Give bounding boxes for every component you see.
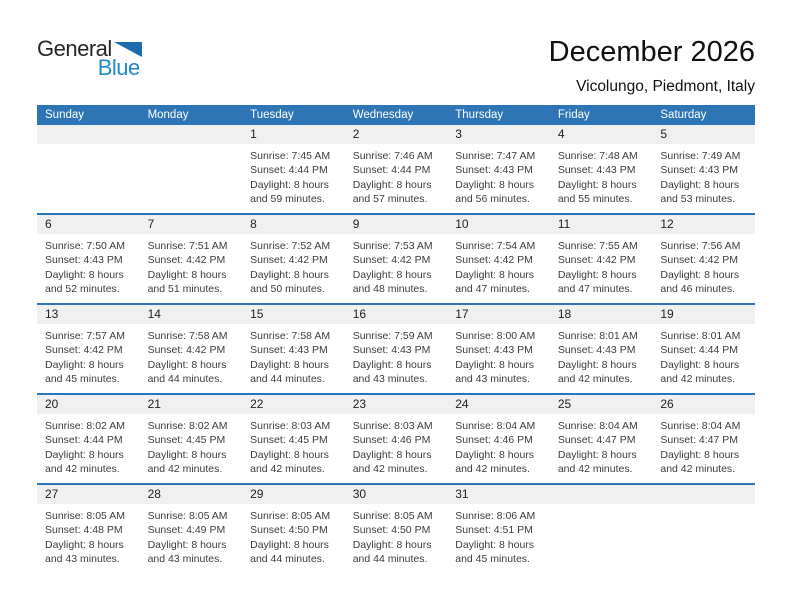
day-number: 18 — [550, 305, 653, 324]
day-detail-line: Sunset: 4:43 PM — [455, 164, 533, 177]
day-detail-line: Sunset: 4:50 PM — [352, 524, 431, 537]
day-details — [447, 324, 550, 386]
day-details — [447, 504, 550, 566]
day-cell-19 — [652, 304, 755, 394]
day-detail-line: Sunrise: 7:51 AM — [147, 240, 228, 252]
day-cell-31 — [447, 484, 550, 573]
day-number: 31 — [447, 485, 550, 504]
day-cell-18 — [550, 304, 653, 394]
day-cell-9 — [345, 214, 448, 304]
day-cell-empty — [37, 125, 140, 214]
week-row — [37, 484, 755, 573]
day-detail-line: Daylight: 8 hours — [45, 358, 124, 371]
day-details — [652, 144, 755, 206]
day-detail-line: Sunrise: 7:48 AM — [557, 150, 638, 162]
day-detail-line: Sunrise: 7:45 AM — [250, 150, 331, 162]
day-cell-27 — [37, 484, 140, 573]
day-number: 17 — [447, 305, 550, 324]
day-detail-line: Daylight: 8 hours — [455, 538, 535, 551]
day-number: 8 — [242, 215, 345, 234]
day-detail-line: Sunrise: 8:04 AM — [455, 420, 536, 432]
day-cell-10 — [447, 214, 550, 304]
day-details — [345, 144, 448, 206]
day-cell-29 — [242, 484, 345, 573]
day-detail-line: and 42 minutes. — [557, 372, 633, 385]
day-detail-line: Daylight: 8 hours — [45, 268, 124, 281]
day-details — [550, 234, 653, 296]
day-detail-line: and 42 minutes. — [455, 462, 530, 475]
day-number: 9 — [345, 215, 448, 234]
day-detail-line: Daylight: 8 hours — [250, 358, 329, 371]
day-detail-line: Daylight: 8 hours — [660, 178, 740, 191]
day-detail-line: Sunrise: 8:00 AM — [455, 330, 536, 342]
day-cell-13 — [37, 304, 140, 394]
day-cell-empty — [652, 484, 755, 573]
day-number: 30 — [345, 485, 448, 504]
day-detail-line: and 50 minutes. — [250, 282, 325, 295]
day-details — [140, 234, 243, 296]
day-detail-line: and 55 minutes. — [557, 192, 633, 205]
day-detail-line: and 59 minutes. — [250, 192, 325, 205]
day-detail-line: Daylight: 8 hours — [352, 268, 432, 281]
day-detail-line: Daylight: 8 hours — [147, 358, 227, 371]
day-detail-line: Sunrise: 8:01 AM — [557, 330, 638, 342]
day-details — [242, 504, 345, 566]
day-detail-line: Daylight: 8 hours — [455, 358, 535, 371]
day-number: 27 — [37, 485, 140, 504]
day-number: 29 — [242, 485, 345, 504]
day-cell-11 — [550, 214, 653, 304]
week-row — [37, 394, 755, 484]
day-detail-line: and 42 minutes. — [250, 462, 325, 475]
day-detail-line: Sunrise: 7:58 AM — [250, 330, 331, 342]
day-number: 25 — [550, 395, 653, 414]
day-cell-30 — [345, 484, 448, 573]
day-details — [652, 504, 755, 509]
day-cell-28 — [140, 484, 243, 573]
day-detail-line: and 56 minutes. — [455, 192, 530, 205]
day-detail-line: Sunset: 4:44 PM — [660, 344, 739, 357]
day-details — [652, 324, 755, 386]
day-detail-line: Sunset: 4:43 PM — [352, 344, 431, 357]
day-detail-line: Sunset: 4:44 PM — [45, 434, 123, 447]
day-number: 5 — [652, 125, 755, 144]
weekday-header-sunday: Sunday — [37, 105, 140, 125]
day-detail-line: Daylight: 8 hours — [352, 178, 432, 191]
day-cell-20 — [37, 394, 140, 484]
day-detail-line: and 42 minutes. — [147, 462, 223, 475]
day-cell-5 — [652, 125, 755, 214]
day-details — [242, 234, 345, 296]
day-detail-line: Daylight: 8 hours — [455, 268, 535, 281]
day-cell-21 — [140, 394, 243, 484]
day-detail-line: and 57 minutes. — [352, 192, 428, 205]
day-detail-line: Sunset: 4:42 PM — [45, 344, 123, 357]
day-detail-line: Sunset: 4:49 PM — [147, 524, 226, 537]
day-detail-line: Sunrise: 7:47 AM — [455, 150, 536, 162]
day-detail-line: and 46 minutes. — [660, 282, 736, 295]
day-details — [140, 324, 243, 386]
day-detail-line: Sunrise: 7:52 AM — [250, 240, 331, 252]
day-number: 23 — [345, 395, 448, 414]
day-number: 13 — [37, 305, 140, 324]
day-detail-line: Sunrise: 8:04 AM — [660, 420, 741, 432]
day-cell-25 — [550, 394, 653, 484]
day-detail-line: Sunset: 4:42 PM — [250, 254, 328, 267]
day-detail-line: Daylight: 8 hours — [660, 268, 740, 281]
day-cell-22 — [242, 394, 345, 484]
day-details — [550, 414, 653, 476]
day-detail-line: Daylight: 8 hours — [455, 178, 535, 191]
day-details — [242, 414, 345, 476]
day-detail-line: and 44 minutes. — [352, 552, 428, 565]
day-details — [447, 414, 550, 476]
day-detail-line: Daylight: 8 hours — [352, 358, 432, 371]
day-detail-line: Daylight: 8 hours — [557, 178, 637, 191]
day-details — [37, 234, 140, 296]
day-number: 26 — [652, 395, 755, 414]
day-detail-line: Sunrise: 8:03 AM — [250, 420, 331, 432]
day-number: 10 — [447, 215, 550, 234]
day-detail-line: Daylight: 8 hours — [147, 268, 227, 281]
day-detail-line: and 52 minutes. — [45, 282, 120, 295]
day-detail-line: and 42 minutes. — [660, 372, 736, 385]
day-cell-23 — [345, 394, 448, 484]
day-details — [37, 504, 140, 566]
day-cell-8 — [242, 214, 345, 304]
logo-text-general: General — [37, 36, 112, 61]
day-detail-line: and 42 minutes. — [45, 462, 120, 475]
day-detail-line: Sunset: 4:43 PM — [557, 344, 636, 357]
day-number: 11 — [550, 215, 653, 234]
day-detail-line: Sunset: 4:43 PM — [250, 344, 328, 357]
day-detail-line: Sunrise: 7:57 AM — [45, 330, 125, 342]
day-cell-7 — [140, 214, 243, 304]
day-cell-24 — [447, 394, 550, 484]
day-cell-2 — [345, 125, 448, 214]
location-subtitle: Vicolungo, Piedmont, Italy — [576, 78, 755, 95]
day-detail-line: and 48 minutes. — [352, 282, 428, 295]
day-detail-line: Sunrise: 7:54 AM — [455, 240, 536, 252]
day-number — [37, 125, 140, 144]
day-detail-line: Sunset: 4:42 PM — [147, 344, 226, 357]
day-detail-line: Sunset: 4:44 PM — [352, 164, 431, 177]
day-detail-line: Daylight: 8 hours — [352, 448, 432, 461]
day-cell-14 — [140, 304, 243, 394]
day-details — [140, 414, 243, 476]
day-detail-line: Sunrise: 8:04 AM — [557, 420, 638, 432]
day-number: 1 — [242, 125, 345, 144]
day-cell-3 — [447, 125, 550, 214]
day-details — [345, 414, 448, 476]
day-detail-line: Daylight: 8 hours — [45, 448, 124, 461]
day-cell-26 — [652, 394, 755, 484]
day-number: 12 — [652, 215, 755, 234]
day-cell-empty — [140, 125, 243, 214]
day-detail-line: Sunrise: 7:46 AM — [352, 150, 433, 162]
day-detail-line: Sunset: 4:50 PM — [250, 524, 328, 537]
weekday-header-wednesday: Wednesday — [345, 105, 448, 125]
day-number: 7 — [140, 215, 243, 234]
day-number: 28 — [140, 485, 243, 504]
day-detail-line: Sunset: 4:42 PM — [660, 254, 739, 267]
day-detail-line: Sunset: 4:46 PM — [455, 434, 533, 447]
day-details — [37, 324, 140, 386]
day-detail-line: Daylight: 8 hours — [557, 448, 637, 461]
day-details — [550, 504, 653, 509]
day-details — [140, 504, 243, 566]
calendar-table — [37, 105, 755, 573]
day-detail-line: Daylight: 8 hours — [660, 448, 740, 461]
day-detail-line: and 44 minutes. — [147, 372, 223, 385]
day-details — [345, 504, 448, 566]
day-detail-line: Sunrise: 7:58 AM — [147, 330, 228, 342]
weekday-header-monday: Monday — [140, 105, 243, 125]
day-number — [652, 485, 755, 504]
day-detail-line: Sunset: 4:43 PM — [557, 164, 636, 177]
weekday-header-thursday: Thursday — [447, 105, 550, 125]
day-detail-line: Sunset: 4:51 PM — [455, 524, 533, 537]
day-number: 16 — [345, 305, 448, 324]
day-detail-line: and 43 minutes. — [455, 372, 530, 385]
day-detail-line: Sunrise: 8:05 AM — [147, 510, 228, 522]
week-row — [37, 304, 755, 394]
day-detail-line: Daylight: 8 hours — [45, 538, 124, 551]
day-detail-line: and 51 minutes. — [147, 282, 223, 295]
day-detail-line: Sunrise: 8:06 AM — [455, 510, 536, 522]
day-cell-16 — [345, 304, 448, 394]
day-detail-line: Sunset: 4:42 PM — [455, 254, 533, 267]
page-title: December 2026 — [548, 36, 755, 68]
day-detail-line: Daylight: 8 hours — [147, 538, 227, 551]
day-detail-line: Daylight: 8 hours — [455, 448, 535, 461]
day-detail-line: Sunrise: 7:50 AM — [45, 240, 125, 252]
day-detail-line: Daylight: 8 hours — [660, 358, 740, 371]
day-detail-line: Sunrise: 8:05 AM — [352, 510, 433, 522]
weekday-header-row — [37, 105, 755, 125]
day-number: 15 — [242, 305, 345, 324]
week-row — [37, 125, 755, 214]
day-detail-line: Sunset: 4:42 PM — [147, 254, 226, 267]
day-number: 24 — [447, 395, 550, 414]
day-number: 21 — [140, 395, 243, 414]
week-row — [37, 214, 755, 304]
day-detail-line: Sunset: 4:46 PM — [352, 434, 431, 447]
day-detail-line: Sunset: 4:42 PM — [352, 254, 431, 267]
day-details — [345, 234, 448, 296]
day-detail-line: Sunrise: 8:01 AM — [660, 330, 741, 342]
day-number — [550, 485, 653, 504]
day-detail-line: Sunset: 4:48 PM — [45, 524, 123, 537]
day-detail-line: and 53 minutes. — [660, 192, 736, 205]
day-details — [242, 144, 345, 206]
day-detail-line: Sunset: 4:45 PM — [250, 434, 328, 447]
day-detail-line: Daylight: 8 hours — [250, 448, 329, 461]
day-detail-line: Daylight: 8 hours — [352, 538, 432, 551]
day-detail-line: and 44 minutes. — [250, 552, 325, 565]
day-detail-line: Daylight: 8 hours — [250, 538, 329, 551]
general-blue-logo — [37, 38, 142, 79]
day-number: 3 — [447, 125, 550, 144]
day-detail-line: Sunset: 4:47 PM — [557, 434, 636, 447]
day-number: 2 — [345, 125, 448, 144]
day-detail-line: Sunrise: 7:56 AM — [660, 240, 741, 252]
title-block — [549, 36, 755, 96]
day-cell-empty — [550, 484, 653, 573]
day-details — [447, 234, 550, 296]
day-detail-line: Sunrise: 7:49 AM — [660, 150, 741, 162]
day-detail-line: and 42 minutes. — [660, 462, 736, 475]
day-detail-line: Sunset: 4:47 PM — [660, 434, 739, 447]
day-number: 4 — [550, 125, 653, 144]
day-details — [652, 414, 755, 476]
day-detail-line: Sunset: 4:42 PM — [557, 254, 636, 267]
day-detail-line: Daylight: 8 hours — [557, 268, 637, 281]
day-detail-line: and 47 minutes. — [557, 282, 633, 295]
day-detail-line: and 43 minutes. — [45, 552, 120, 565]
day-number — [140, 125, 243, 144]
day-details — [550, 324, 653, 386]
day-details — [37, 414, 140, 476]
day-detail-line: Daylight: 8 hours — [147, 448, 227, 461]
day-detail-line: Daylight: 8 hours — [250, 268, 329, 281]
day-detail-line: and 45 minutes. — [455, 552, 530, 565]
day-detail-line: and 43 minutes. — [147, 552, 223, 565]
day-details — [447, 144, 550, 206]
day-number: 6 — [37, 215, 140, 234]
day-cell-12 — [652, 214, 755, 304]
logo-text-blue: Blue — [97, 55, 140, 80]
day-detail-line: Sunset: 4:43 PM — [455, 344, 533, 357]
day-details — [242, 324, 345, 386]
day-detail-line: Sunrise: 7:55 AM — [557, 240, 638, 252]
day-detail-line: and 45 minutes. — [45, 372, 120, 385]
day-cell-15 — [242, 304, 345, 394]
day-detail-line: Sunrise: 7:53 AM — [352, 240, 433, 252]
day-cell-6 — [37, 214, 140, 304]
day-detail-line: Sunrise: 8:02 AM — [147, 420, 228, 432]
day-details — [550, 144, 653, 206]
day-detail-line: Daylight: 8 hours — [250, 178, 329, 191]
day-detail-line: Sunrise: 8:02 AM — [45, 420, 125, 432]
day-detail-line: and 42 minutes. — [557, 462, 633, 475]
day-detail-line: Sunrise: 8:05 AM — [45, 510, 125, 522]
day-detail-line: Sunrise: 7:59 AM — [352, 330, 433, 342]
day-number: 19 — [652, 305, 755, 324]
day-detail-line: Sunset: 4:45 PM — [147, 434, 226, 447]
day-detail-line: Sunrise: 8:03 AM — [352, 420, 433, 432]
day-detail-line: Sunset: 4:43 PM — [660, 164, 739, 177]
day-cell-1 — [242, 125, 345, 214]
day-details — [140, 144, 243, 149]
day-details — [652, 234, 755, 296]
day-detail-line: Sunset: 4:43 PM — [45, 254, 123, 267]
day-detail-line: and 47 minutes. — [455, 282, 530, 295]
day-detail-line: Sunrise: 8:05 AM — [250, 510, 331, 522]
day-number: 22 — [242, 395, 345, 414]
day-details — [37, 144, 140, 149]
day-details — [345, 324, 448, 386]
weekday-header-saturday: Saturday — [652, 105, 755, 125]
day-detail-line: and 44 minutes. — [250, 372, 325, 385]
day-cell-17 — [447, 304, 550, 394]
day-number: 14 — [140, 305, 243, 324]
day-number: 20 — [37, 395, 140, 414]
day-cell-4 — [550, 125, 653, 214]
weekday-header-friday: Friday — [550, 105, 653, 125]
day-detail-line: and 42 minutes. — [352, 462, 428, 475]
day-detail-line: Daylight: 8 hours — [557, 358, 637, 371]
day-detail-line: and 43 minutes. — [352, 372, 428, 385]
weekday-header-tuesday: Tuesday — [242, 105, 345, 125]
day-detail-line: Sunset: 4:44 PM — [250, 164, 328, 177]
